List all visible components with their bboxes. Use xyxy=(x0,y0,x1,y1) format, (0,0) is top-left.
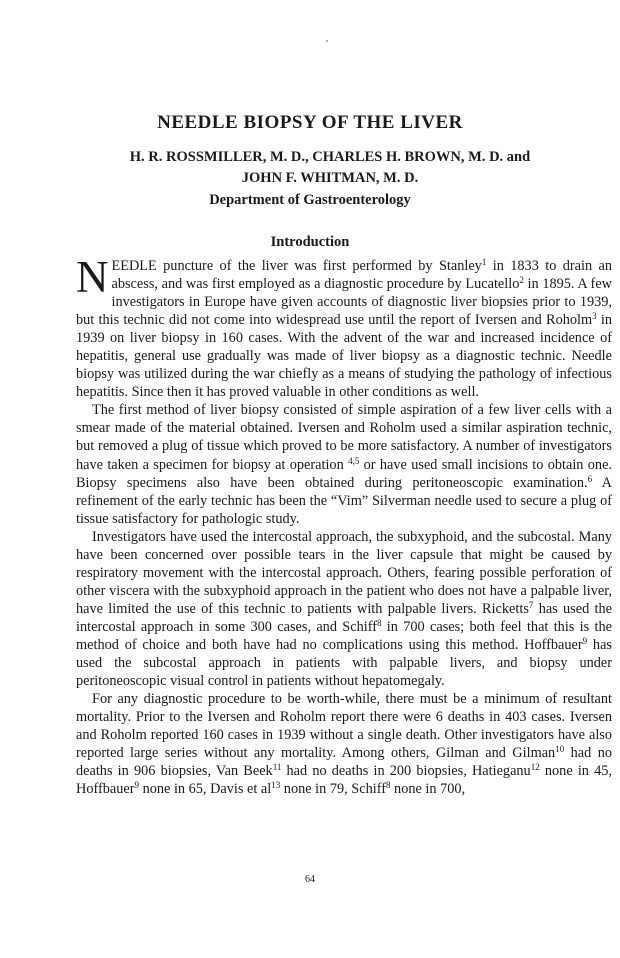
text-segment: none in 45, Hoffbauer xyxy=(76,763,612,798)
authors-line-1: H. R. ROSSMILLER, M. D., CHARLES H. BROWN, M. D. and xyxy=(129,149,531,165)
text-segment: A refinement of the early technic has been the “Vim” Silverman needle used to secure a plug of tissue satisfactory for pathologic study. xyxy=(76,474,612,527)
paragraph-2 xyxy=(76,401,612,527)
text-segment: in 700 cases; both feel that this is the method of choice and both have had no complications using this method. Hoffbauer xyxy=(76,618,612,653)
citation-superscript: 6 xyxy=(587,473,593,484)
text-segment: had no deaths in 906 biopsies, Van Beek xyxy=(76,745,612,780)
scan-speck xyxy=(326,40,328,42)
text-segment: in 1939 on liver biopsy in 160 cases. With the advent of the war and increased incidence of hepatitis, general use gradually was made of liver biopsy as a diagnostic technic. Needle biopsy was utilized during the war chiefly as a means of studying the pathology of infectious hepatitis. Since then it has proved valuable in other conditions as well. xyxy=(76,312,612,401)
author-block xyxy=(60,147,600,189)
text-segment: Investigators have used the intercostal approach, the subxyphoid, and the subcostal. Many have been concerned over possible tears in the liver capsule that might be caused by respiratory movement with the intercostal approach. Others, fearing possible perforation of other viscera with the subxyphoid approach in the patient who does not have a palpable liver, have limited the use of this technic to patients with palpable livers. Ricketts xyxy=(76,528,612,617)
citation-superscript: 8 xyxy=(376,617,382,628)
text-segment: in 1833 to drain an abscess, and was first employed as a diagnostic procedure by Lucatello xyxy=(111,258,612,293)
article-title: NEEDLE BIOPSY OF THE LIVER xyxy=(157,112,463,133)
page-number: 64 xyxy=(305,874,315,885)
text-segment: has used the subcostal approach in patients with palpable livers, and biopsy under peritoneoscopic visual control in patients without hepatomegaly. xyxy=(76,636,612,690)
citation-superscript: 10 xyxy=(555,744,565,755)
text-segment: has used the intercostal approach in some 300 cases, and Schiff xyxy=(76,600,612,635)
citation-superscript: 12 xyxy=(530,762,540,773)
text-segment: had no deaths in 200 biopsies, Hatieganu xyxy=(281,763,531,780)
paragraph-3 xyxy=(76,528,612,690)
text-segment: none in 700, xyxy=(390,781,466,798)
text-segment: in 1895. A few investigators in Europe have given accounts of diagnostic liver biopsies prior to 1939, but this technic did not come into widespread use until the report of Iversen and Roholm xyxy=(76,276,612,329)
text-segment: or have used small incisions to obtain one. Biopsy specimens also have been obtained during peritoneoscopic examination. xyxy=(76,456,612,491)
citation-superscript: 7 xyxy=(528,599,534,610)
text-segment: The first method of liver biopsy consisted of simple aspiration of a few liver cells with a smear made of the material obtained. Iversen and Roholm used a similar aspiration technic, but removed a plug of tissue which proved to be more satisfactory. A number of investigators have taken a specimen for biopsy at operation xyxy=(76,402,612,473)
text-segment: none in 65, Davis et al xyxy=(139,781,272,798)
paragraph-4 xyxy=(76,690,612,798)
citation-superscript: 1 xyxy=(481,257,487,267)
citation-superscript: 4,5 xyxy=(348,455,360,466)
paragraph-1 xyxy=(76,252,612,401)
citation-superscript: 8 xyxy=(385,780,391,791)
text-segment: EEDLE puncture of the liver was first performed by Stanley xyxy=(111,258,482,274)
citation-superscript: 3 xyxy=(592,311,597,322)
authors-line-2: JOHN F. WHITMAN, M. D. xyxy=(241,170,419,186)
department: Department of Gastroenterology xyxy=(209,192,411,208)
citation-superscript: 11 xyxy=(272,762,282,773)
citation-superscript: 13 xyxy=(271,780,281,791)
citation-superscript: 2 xyxy=(519,275,524,286)
citation-superscript: 9 xyxy=(582,635,588,646)
text-segment: For any diagnostic procedure to be worth-while, there must be a minimum of resultant mortality. Prior to the Iversen and Roholm report there were 6 deaths in 403 cases. Iversen and Roholm reported 160 cases in 1939 without a single death. Other investigators have also reported large series without any mortality. Among others, Gilman and Gilman xyxy=(76,691,612,762)
article-body xyxy=(76,252,612,798)
drop-cap: N xyxy=(76,252,109,302)
section-heading: Introduction xyxy=(270,234,350,250)
citation-superscript: 9 xyxy=(134,780,139,791)
text-segment: none in 79, Schiff xyxy=(280,781,386,798)
